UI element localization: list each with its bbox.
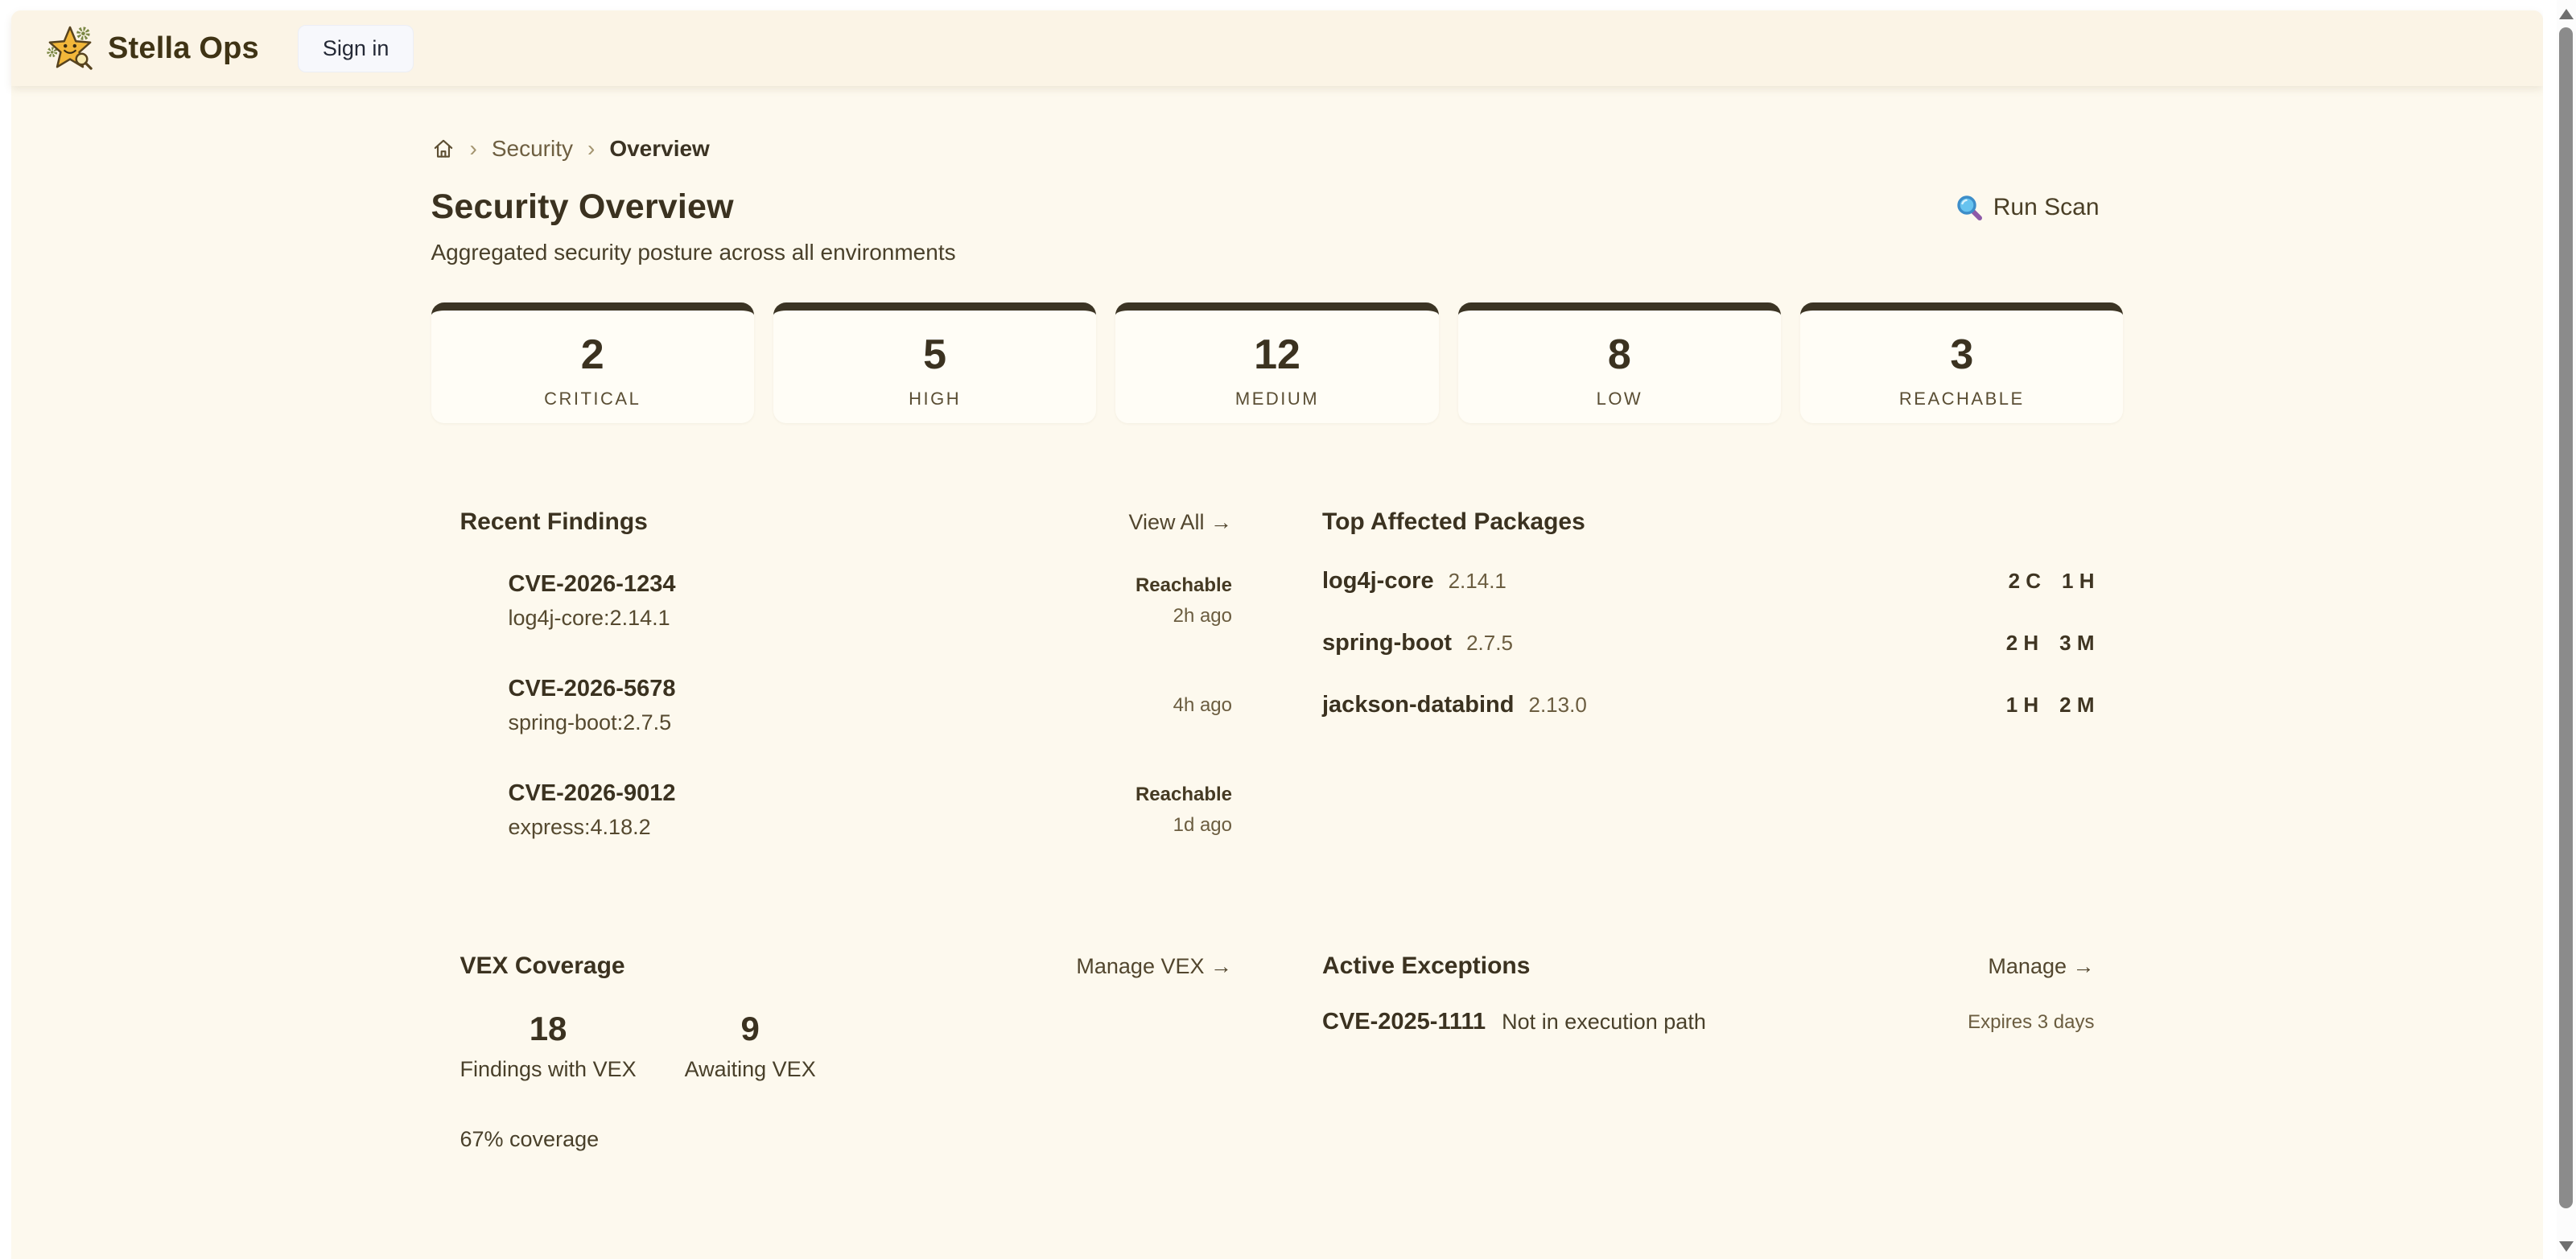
top-packages-panel [1293,508,2124,840]
scrollbar-down-arrow[interactable] [2559,1241,2574,1252]
breadcrumb-security[interactable]: Security [491,136,573,161]
vex-stat-value: 9 [740,1010,760,1047]
breadcrumb [431,136,2124,162]
stat-value: 3 [1950,331,1974,378]
page-subtitle: Aggregated security posture across all environments [431,240,956,265]
severity-stats-row [431,302,2124,423]
package-row[interactable] [1322,568,2095,595]
vex-stats [460,1012,1233,1082]
reachable-badge: Reachable [1135,784,1232,805]
stat-value: 8 [1607,331,1631,378]
view-all-link[interactable]: View All → [1128,509,1232,534]
vertical-scrollbar[interactable] [2557,0,2576,1259]
stat-value: 12 [1254,331,1300,378]
active-exceptions-panel [1293,952,2124,1152]
sign-in-button[interactable]: Sign in [298,25,414,72]
finding-package: log4j-core:2.14.1 [508,606,670,630]
stat-value: 2 [580,331,604,378]
exception-row[interactable] [1322,1009,2095,1035]
finding-cve: CVE-2026-5678 [508,676,676,702]
findings-list [460,571,1233,840]
stat-card-reachable[interactable] [1800,302,2123,423]
stat-card-high[interactable] [773,302,1096,423]
sections-row-1 [431,508,2124,840]
reachable-badge: Reachable [1135,574,1232,596]
scrollbar-up-arrow[interactable] [2559,9,2574,19]
stat-label: MEDIUM [1234,389,1320,409]
awaiting-vex-stat [685,1012,816,1082]
finding-cve: CVE-2026-9012 [508,780,676,806]
sections-row-2 [431,952,2124,1152]
stella-ops-logo-icon [47,25,93,72]
package-version: 2.13.0 [1528,693,1587,717]
finding-row[interactable] [460,780,1233,840]
top-navigation-bar [11,10,2543,86]
stat-card-critical[interactable] [431,302,754,423]
app-page [11,10,2543,1259]
stat-label: REACHABLE [1898,389,2025,409]
vex-stat-value: 18 [529,1010,567,1047]
recent-findings-title: Recent Findings [460,508,648,535]
vex-stat-label: Awaiting VEX [684,1057,816,1081]
vex-coverage-percent: 67% coverage [460,1127,600,1151]
exception-reason: Not in execution path [1502,1010,1706,1034]
package-name: jackson-databind [1322,692,1515,718]
home-icon[interactable] [431,137,455,161]
severity-count-badge: 2 H [2005,631,2039,655]
brand-title: Stella Ops [108,31,259,65]
active-exceptions-title: Active Exceptions [1322,952,1531,979]
package-version: 2.7.5 [1466,631,1513,655]
severity-count-badge: 2 C [2008,569,2042,593]
scrollbar-gutter [2543,0,2576,1259]
run-scan-button[interactable] [1956,194,2100,221]
package-version: 2.14.1 [1448,569,1506,593]
stat-label: LOW [1596,389,1643,409]
breadcrumb-overview: Overview [609,136,710,161]
stat-label: CRITICAL [544,389,641,409]
manage-vex-link[interactable]: Manage VEX → [1076,953,1232,978]
packages-list [1322,568,2095,718]
page-title: Security Overview [431,187,734,226]
severity-count-badge: 1 H [2062,569,2095,593]
exception-cve: CVE-2025-1111 [1322,1009,1486,1035]
stat-card-medium[interactable] [1115,302,1438,423]
recent-findings-panel [431,508,1262,840]
main-content [431,86,2124,1152]
finding-time: 2h ago [1173,605,1232,627]
top-packages-title: Top Affected Packages [1322,508,1585,535]
severity-count-badge: 3 M [2059,631,2095,655]
severity-count-badge: 2 M [2059,693,2095,717]
exception-expires: Expires 3 days [1968,1010,2095,1033]
title-row [431,187,2124,227]
finding-time: 1d ago [1173,814,1232,836]
vex-coverage-panel [431,952,1262,1152]
finding-package: express:4.18.2 [508,815,651,839]
stat-value: 5 [923,331,947,378]
findings-with-vex-stat [460,1012,637,1082]
finding-row[interactable] [460,571,1233,631]
package-name: log4j-core [1322,568,1434,594]
breadcrumb-separator: › [469,136,477,161]
magnifier-icon [1956,195,1982,220]
finding-cve: CVE-2026-1234 [508,571,676,597]
package-row[interactable] [1322,630,2095,656]
vex-coverage-title: VEX Coverage [460,952,625,979]
finding-row[interactable] [460,676,1233,735]
scrollbar-thumb[interactable] [2559,27,2573,1208]
severity-count-badge: 1 H [2005,693,2039,717]
breadcrumb-separator: › [587,136,596,161]
finding-time: 4h ago [1173,694,1232,716]
package-row[interactable] [1322,692,2095,718]
vex-stat-label: Findings with VEX [460,1057,637,1081]
run-scan-label: Run Scan [1993,193,2100,220]
stat-card-low[interactable] [1458,302,1781,423]
exceptions-list [1322,1009,2095,1035]
finding-package: spring-boot:2.7.5 [508,710,672,734]
package-name: spring-boot [1322,630,1453,656]
stat-label: HIGH [909,389,962,409]
manage-exceptions-link[interactable]: Manage → [1988,953,2095,978]
